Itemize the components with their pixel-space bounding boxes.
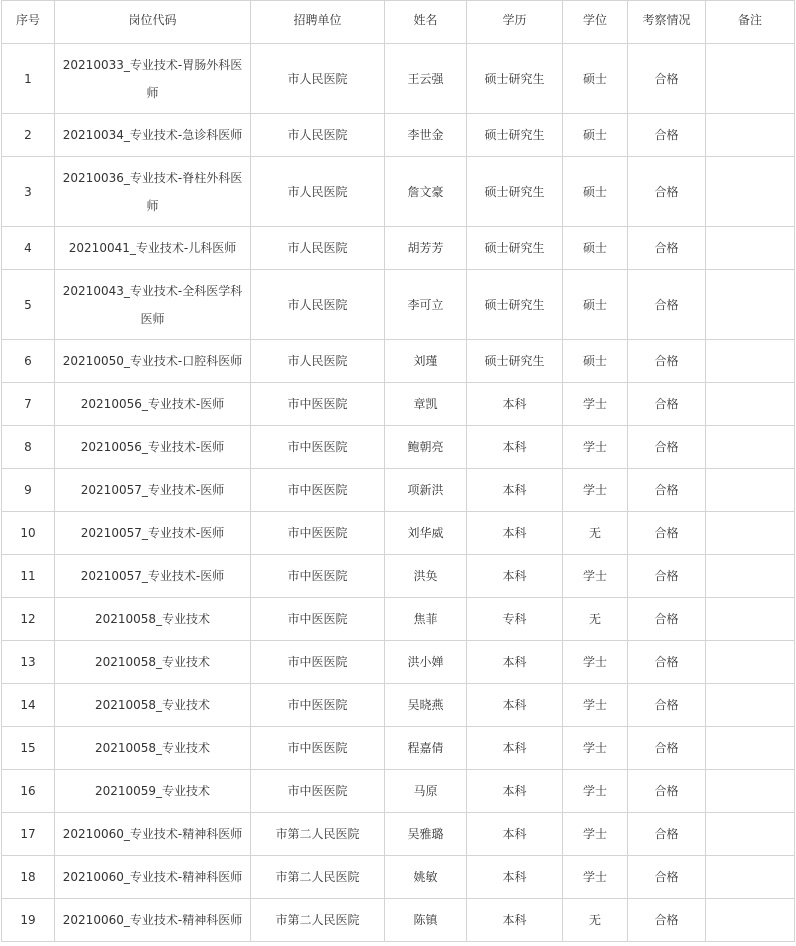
- cell-unit: 市人民医院: [251, 270, 385, 340]
- cell-no: 4: [2, 227, 55, 270]
- cell-degree: 无: [563, 899, 628, 942]
- cell-degree: 硕士: [563, 227, 628, 270]
- cell-degree: 学士: [563, 770, 628, 813]
- cell-edu: 本科: [467, 770, 563, 813]
- cell-edu: 本科: [467, 426, 563, 469]
- cell-name: 洪奂: [385, 555, 467, 598]
- cell-degree: 硕士: [563, 44, 628, 114]
- cell-result: 合格: [628, 426, 706, 469]
- cell-unit: 市中医医院: [251, 684, 385, 727]
- header-no: 序号: [2, 1, 55, 44]
- cell-edu: 硕士研究生: [467, 340, 563, 383]
- cell-name: 陈镇: [385, 899, 467, 942]
- table-row: [2, 383, 795, 426]
- cell-note: [706, 727, 795, 770]
- cell-unit: 市中医医院: [251, 426, 385, 469]
- cell-note: [706, 426, 795, 469]
- cell-no: 15: [2, 727, 55, 770]
- cell-result: 合格: [628, 856, 706, 899]
- table-row: [2, 727, 795, 770]
- cell-edu: 硕士研究生: [467, 270, 563, 340]
- cell-unit: 市人民医院: [251, 340, 385, 383]
- cell-degree: 学士: [563, 469, 628, 512]
- cell-edu: 本科: [467, 684, 563, 727]
- cell-unit: 市人民医院: [251, 44, 385, 114]
- cell-no: 7: [2, 383, 55, 426]
- table-row: [2, 340, 795, 383]
- cell-note: [706, 641, 795, 684]
- cell-name: 胡芳芳: [385, 227, 467, 270]
- cell-degree: 学士: [563, 383, 628, 426]
- cell-name: 李世金: [385, 114, 467, 157]
- cell-no: 17: [2, 813, 55, 856]
- cell-edu: 硕士研究生: [467, 157, 563, 227]
- table-row: [2, 270, 795, 340]
- cell-no: 11: [2, 555, 55, 598]
- cell-name: 吴雅璐: [385, 813, 467, 856]
- cell-name: 李可立: [385, 270, 467, 340]
- cell-edu: 本科: [467, 512, 563, 555]
- cell-no: 13: [2, 641, 55, 684]
- cell-result: 合格: [628, 684, 706, 727]
- cell-code: 20210057_专业技术-医师: [55, 512, 251, 555]
- cell-unit: 市第二人民医院: [251, 856, 385, 899]
- cell-edu: 专科: [467, 598, 563, 641]
- cell-degree: 硕士: [563, 114, 628, 157]
- cell-code: 20210060_专业技术-精神科医师: [55, 899, 251, 942]
- cell-code: 20210050_专业技术-口腔科医师: [55, 340, 251, 383]
- cell-edu: 本科: [467, 899, 563, 942]
- header-edu: 学历: [467, 1, 563, 44]
- cell-unit: 市人民医院: [251, 227, 385, 270]
- table-row: [2, 512, 795, 555]
- cell-code: 20210041_专业技术-儿科医师: [55, 227, 251, 270]
- cell-unit: 市人民医院: [251, 114, 385, 157]
- cell-result: 合格: [628, 641, 706, 684]
- cell-edu: 本科: [467, 727, 563, 770]
- cell-result: 合格: [628, 899, 706, 942]
- cell-no: 5: [2, 270, 55, 340]
- header-unit: 招聘单位: [251, 1, 385, 44]
- cell-note: [706, 813, 795, 856]
- cell-no: 9: [2, 469, 55, 512]
- cell-unit: 市人民医院: [251, 157, 385, 227]
- cell-no: 14: [2, 684, 55, 727]
- cell-code: 20210033_专业技术-胃肠外科医师: [55, 44, 251, 114]
- cell-code: 20210059_专业技术: [55, 770, 251, 813]
- cell-degree: 学士: [563, 555, 628, 598]
- table-row: [2, 856, 795, 899]
- cell-note: [706, 598, 795, 641]
- header-result: 考察情况: [628, 1, 706, 44]
- cell-no: 12: [2, 598, 55, 641]
- cell-note: [706, 555, 795, 598]
- cell-name: 刘华威: [385, 512, 467, 555]
- cell-note: [706, 469, 795, 512]
- header-code: 岗位代码: [55, 1, 251, 44]
- cell-unit: 市第二人民医院: [251, 899, 385, 942]
- table-row: [2, 813, 795, 856]
- cell-degree: 学士: [563, 727, 628, 770]
- cell-edu: 本科: [467, 383, 563, 426]
- cell-result: 合格: [628, 770, 706, 813]
- table-row: [2, 157, 795, 227]
- cell-name: 王云强: [385, 44, 467, 114]
- cell-no: 16: [2, 770, 55, 813]
- header-note: 备注: [706, 1, 795, 44]
- cell-result: 合格: [628, 383, 706, 426]
- cell-code: 20210060_专业技术-精神科医师: [55, 856, 251, 899]
- table-row: [2, 555, 795, 598]
- cell-code: 20210058_专业技术: [55, 727, 251, 770]
- cell-edu: 本科: [467, 469, 563, 512]
- cell-result: 合格: [628, 44, 706, 114]
- cell-note: [706, 157, 795, 227]
- cell-code: 20210034_专业技术-急诊科医师: [55, 114, 251, 157]
- cell-code: 20210043_专业技术-全科医学科医师: [55, 270, 251, 340]
- cell-name: 项新洪: [385, 469, 467, 512]
- cell-note: [706, 270, 795, 340]
- cell-no: 2: [2, 114, 55, 157]
- table-row: [2, 44, 795, 114]
- cell-unit: 市中医医院: [251, 641, 385, 684]
- cell-code: 20210056_专业技术-医师: [55, 383, 251, 426]
- cell-result: 合格: [628, 813, 706, 856]
- cell-note: [706, 899, 795, 942]
- cell-unit: 市中医医院: [251, 727, 385, 770]
- cell-unit: 市中医医院: [251, 598, 385, 641]
- cell-note: [706, 340, 795, 383]
- cell-edu: 硕士研究生: [467, 44, 563, 114]
- table-row: [2, 469, 795, 512]
- cell-no: 10: [2, 512, 55, 555]
- cell-name: 詹文豪: [385, 157, 467, 227]
- cell-code: 20210060_专业技术-精神科医师: [55, 813, 251, 856]
- cell-code: 20210057_专业技术-医师: [55, 469, 251, 512]
- cell-result: 合格: [628, 598, 706, 641]
- cell-code: 20210057_专业技术-医师: [55, 555, 251, 598]
- cell-result: 合格: [628, 227, 706, 270]
- cell-degree: 无: [563, 598, 628, 641]
- cell-result: 合格: [628, 727, 706, 770]
- cell-edu: 本科: [467, 555, 563, 598]
- cell-unit: 市中医医院: [251, 469, 385, 512]
- cell-degree: 硕士: [563, 340, 628, 383]
- cell-name: 洪小婵: [385, 641, 467, 684]
- cell-edu: 本科: [467, 641, 563, 684]
- cell-degree: 学士: [563, 426, 628, 469]
- cell-result: 合格: [628, 157, 706, 227]
- cell-note: [706, 114, 795, 157]
- cell-no: 6: [2, 340, 55, 383]
- cell-unit: 市中医医院: [251, 770, 385, 813]
- cell-result: 合格: [628, 114, 706, 157]
- cell-degree: 学士: [563, 684, 628, 727]
- cell-unit: 市中医医院: [251, 383, 385, 426]
- cell-code: 20210058_专业技术: [55, 684, 251, 727]
- cell-edu: 本科: [467, 856, 563, 899]
- cell-name: 鲍朝亮: [385, 426, 467, 469]
- table-row: [2, 227, 795, 270]
- cell-name: 马原: [385, 770, 467, 813]
- cell-no: 1: [2, 44, 55, 114]
- header-degree: 学位: [563, 1, 628, 44]
- cell-note: [706, 227, 795, 270]
- cell-note: [706, 44, 795, 114]
- cell-name: 程嘉倩: [385, 727, 467, 770]
- cell-note: [706, 770, 795, 813]
- cell-note: [706, 856, 795, 899]
- cell-code: 20210056_专业技术-医师: [55, 426, 251, 469]
- cell-name: 姚敏: [385, 856, 467, 899]
- results-table: [1, 0, 795, 942]
- header-row: [2, 1, 795, 44]
- cell-degree: 学士: [563, 641, 628, 684]
- table-row: [2, 598, 795, 641]
- cell-degree: 学士: [563, 856, 628, 899]
- cell-no: 3: [2, 157, 55, 227]
- cell-note: [706, 383, 795, 426]
- cell-result: 合格: [628, 340, 706, 383]
- cell-name: 刘瑾: [385, 340, 467, 383]
- cell-name: 吴晓燕: [385, 684, 467, 727]
- table-row: [2, 641, 795, 684]
- cell-note: [706, 684, 795, 727]
- table-row: [2, 684, 795, 727]
- cell-code: 20210058_专业技术: [55, 641, 251, 684]
- header-name: 姓名: [385, 1, 467, 44]
- cell-degree: 硕士: [563, 270, 628, 340]
- cell-degree: 硕士: [563, 157, 628, 227]
- table-row: [2, 114, 795, 157]
- cell-unit: 市中医医院: [251, 512, 385, 555]
- table-row: [2, 770, 795, 813]
- cell-result: 合格: [628, 469, 706, 512]
- cell-edu: 硕士研究生: [467, 227, 563, 270]
- table-row: [2, 426, 795, 469]
- cell-result: 合格: [628, 555, 706, 598]
- cell-degree: 学士: [563, 813, 628, 856]
- cell-note: [706, 512, 795, 555]
- cell-no: 19: [2, 899, 55, 942]
- cell-name: 章凯: [385, 383, 467, 426]
- cell-edu: 本科: [467, 813, 563, 856]
- cell-unit: 市中医医院: [251, 555, 385, 598]
- cell-result: 合格: [628, 512, 706, 555]
- table-row: [2, 899, 795, 942]
- cell-name: 焦菲: [385, 598, 467, 641]
- cell-degree: 无: [563, 512, 628, 555]
- cell-code: 20210058_专业技术: [55, 598, 251, 641]
- cell-result: 合格: [628, 270, 706, 340]
- cell-no: 8: [2, 426, 55, 469]
- cell-code: 20210036_专业技术-脊柱外科医师: [55, 157, 251, 227]
- cell-unit: 市第二人民医院: [251, 813, 385, 856]
- cell-edu: 硕士研究生: [467, 114, 563, 157]
- cell-no: 18: [2, 856, 55, 899]
